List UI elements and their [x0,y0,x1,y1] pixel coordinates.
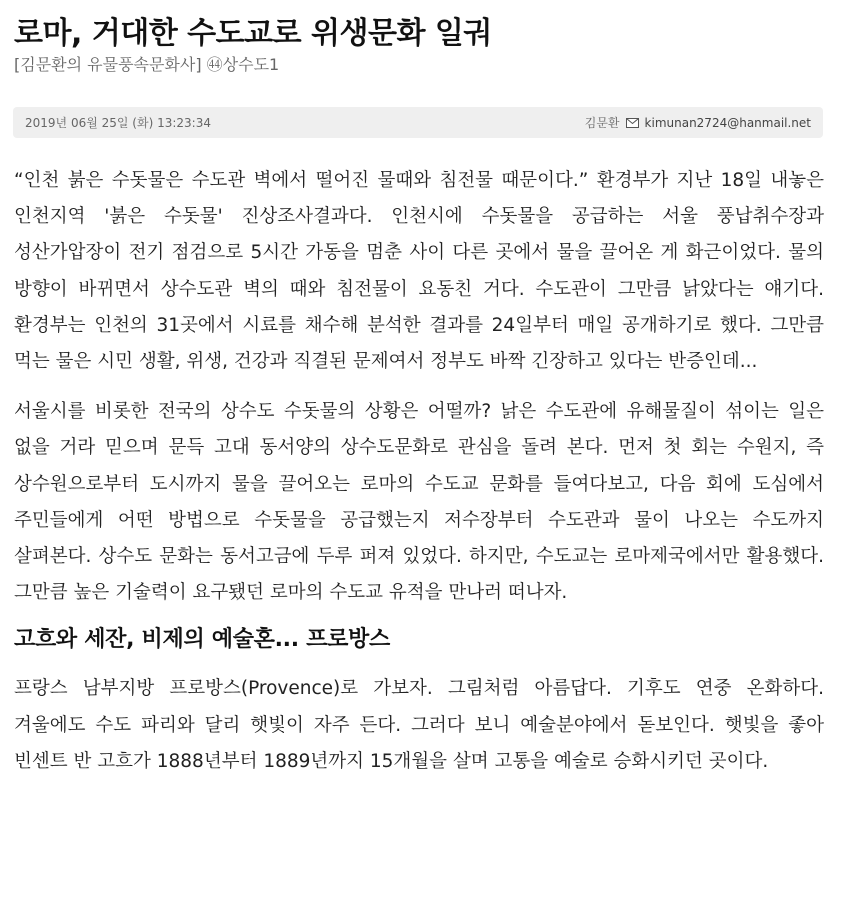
mail-icon [626,118,639,128]
section-heading: 고흐와 세잔, 비제의 예술혼... 프로방스 [14,627,390,653]
article-body [14,163,824,794]
paragraph: “인천 붉은 수돗물은 수도관 벽에서 떨어진 물때와 침전물 때문이다.” 환경부가 지난 18일 내놓은 인천지역 '붉은 수돗물' 진상조사결과다. 인천시에 수돗물을 공급하는 서울 풍납취수장과 성산가압장이 전기 점검으로 5시간 가동을 멈춘 사이 다른 곳에서 물을 끌어온 게 화근이었다. 물의 방향이 바뀌면서 상수도관 벽의 때와 침전물이 요동친 거다. 수도관이 그만큼 낡았다는 얘기다. 환경부는 인천의 31곳에서 시료를 채수해 분석한 결과를 24일부터 매일 공개하기로 했다. 그만큼 먹는 물은 시민 생활, 위생, 건강과 직결된 문제여서 정부도 바짝 긴장하고 있다는 반증인데... [14,170,824,373]
series-label: [김문환의 유물풍속문화사] ㊹상수도1 [14,55,280,74]
paragraph: 프랑스 남부지방 프로방스(Provence)로 가보자. 그림처럼 아름답다. 기후도 연중 온화하다. 겨울에도 수도 파리와 달리 햇빛이 자주 든다. 그러다 보니 예술분야에서 돋보인다. 햇빛을 좋아 빈센트 반 고흐가 1888년부터 1889년까지 15개월을 살며 고통을 예술로 승화시키던 곳이다. [14,678,824,772]
author-email-link[interactable]: kimunan2724@hanmail.net [644,115,811,130]
author-name: 김문환 [584,116,620,130]
publish-date: 2019년 06월 25일 (화) 13:23:34 [25,116,211,130]
article-meta-bar [13,107,823,138]
paragraph: 서울시를 비롯한 전국의 상수도 수돗물의 상황은 어떨까? 낡은 수도관에 유해물질이 섞이는 일은 없을 거라 믿으며 문득 고대 동서양의 상수도문화로 관심을 돌려 본다. 먼저 첫 회는 수원지, 즉 상수원으로부터 도시까지 물을 끌어오는 로마의 수도교 문화를 들여다보고, 다음 회에 도심에서 주민들에게 어떤 방법으로 수돗물을 공급했는지 저수장부터 수도관과 물이 나오는 수도까지 살펴본다. 상수도 문화는 동서고금에 두루 퍼져 있었다. 하지만, 수도교는 로마제국에서만 활용했다. 그만큼 높은 기술력이 요구됐던 로마의 수도교 유적을 만나러 떠나자. [14,401,824,604]
article-title: 로마, 거대한 수도교로 위생문화 일궈 [14,16,492,51]
author-info [585,114,811,131]
